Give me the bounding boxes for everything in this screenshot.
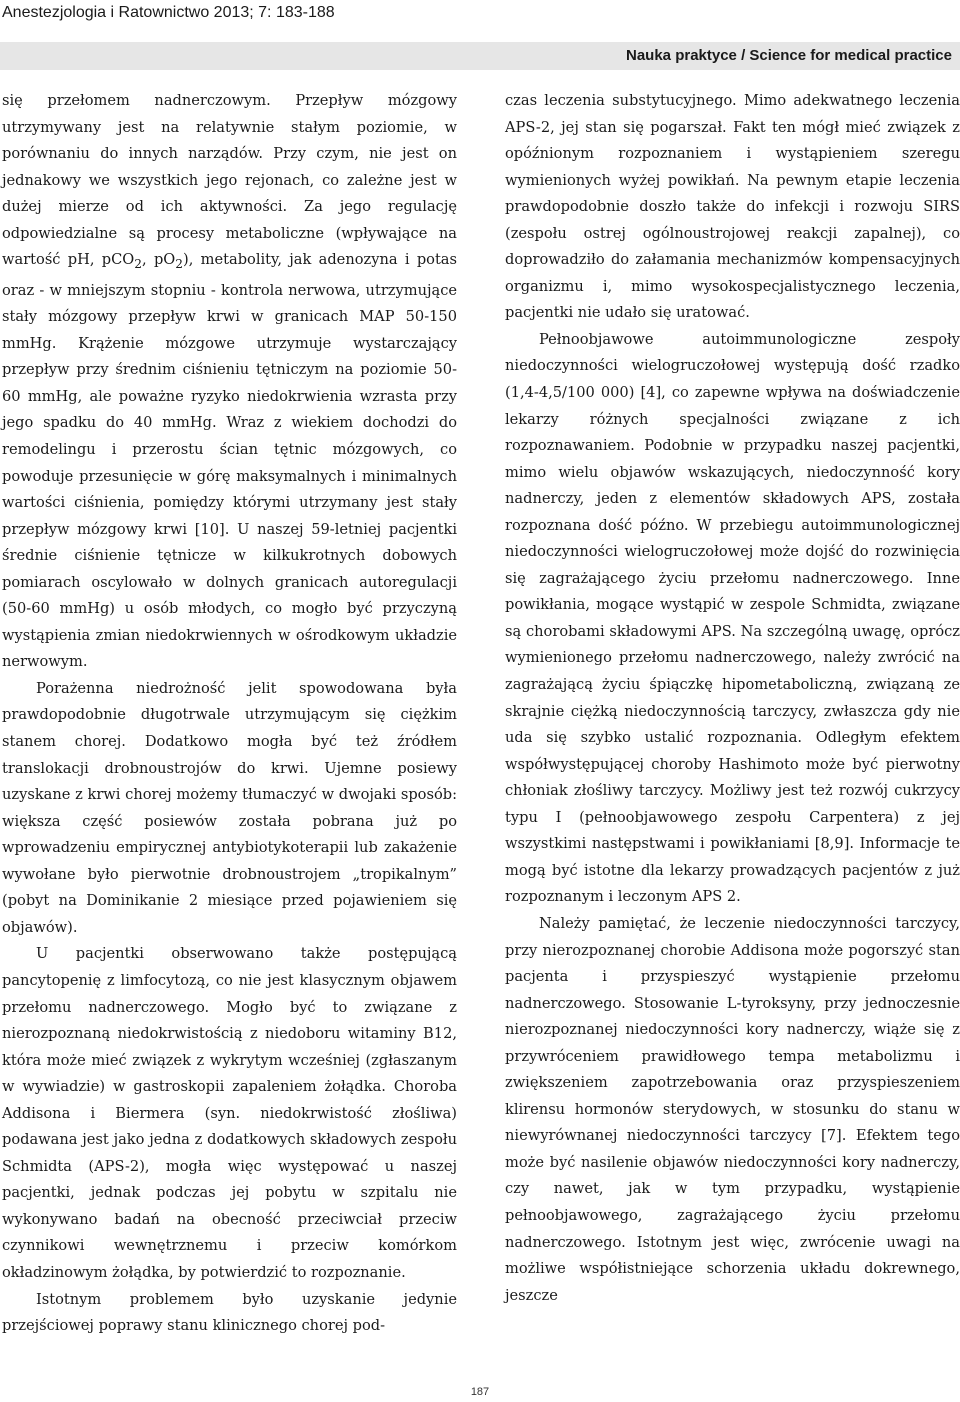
page-number: 187 — [470, 1386, 490, 1398]
paragraph: U pacjentki obserwowano także postępującą pancytopenię z limfocytozą, co nie jest klasycznym objawem przełomu nadnerczowego. Mogło być to związane z nierozpoznaną niedokrwistością z niedoboru witaminy B12, która może mieć związek z wykrytym wcześniej (zgłaszanym w wywiadzie) w gastroskopii zapaleniem żołądka. Choroba Addisona i Biermera (syn. niedokrwistość złośliwa) podawana jest jako jedna z dodatkowych składowych zespołu Schmidta (APS-2), mogła więc występować u naszej pacjentki, jednak podczas jej pobytu w szpitalu nie wykonywano badań na obecność przeciwciał przeciw czynnikowi wewnętrznemu i przeciw komórkom okładzinowym żołądka, by potwierdzić to rozpoznanie. — [2, 945, 457, 1281]
subscript: 2 — [134, 257, 143, 272]
right-column — [505, 88, 960, 1309]
section-label: Nauka praktyce / Science for medical practice — [626, 47, 952, 64]
paragraph: Porażenna niedrożność jelit spowodowana była prawdopodobnie długotrwale utrzymującym się ciężkim stanem chorej. Dodatkowo mogła być też źródłem translokacji drobnoustrojów do krwi. Ujemne posiewy uzyskane z krwi chorej możemy tłumaczyć w dwojaki sposób: większa część posiewów została pobrana już po wprowadzeniu empirycznej antybiotykoterapii lub zakażenie wywołane było pierwotnie drobnoustrojem „tropikalnym” (pobyt na Dominikanie 2 miesiące przed pojawieniem się objawów). — [2, 679, 457, 936]
journal-citation: Anestezjologia i Ratownictwo 2013; 7: 183-188 — [2, 4, 335, 21]
paragraph: się przełomem nadnerczowym. Przepływ mózgowy utrzymywany jest na relatywnie stałym poziomie, w porównaniu do innych narządów. Przy czym, nie jest on jednakowy we wszystkich jego rejonach, co zależne jest w dużej mierze od ich aktywności. Za jego regulację odpowiedzialne są procesy metaboliczne (wpływające na wartość pH, pCO$_2$, $pO_2$), metabolity, jak adenozyna i potas oraz - w mniejszym stopniu - kontrola nerwowa, utrzymujące stały mózgowy przepływ krwi w granicach MAP 50-150 mmHg. Krążenie mózgowe utrzymuje wystarczający przepływ przy średnim ciśnieniu tętniczym na poziomie 50-60 mmHg, ale poważne ryzyko niedokrwienia wzrasta przy jego spadku do 40 mmHg. Wraz z wiekiem dochodzi do remodelingu i przerostu ścian tętnic mózgowych, co powoduje przesunięcie w górę maksymalnych i minimalnych wartości ciśnienia, pomiędzy którymi utrzymany jest stały przepływ mózgowy krwi [10]. U naszej 59-letniej pacjentki średnie ciśnienie tętnicze w kilkukrotnych dobowych pomiarach oscylowało w dolnych granicach autoregulacji (50-60 mmHg) u osób młodych, co mogło być przyczyną wystąpienia zmian niedokrwiennych w ośrodkowym układzie nerwowym. — [2, 92, 458, 671]
paragraph: Pełnoobjawowe autoimmunologiczne zespoły niedoczynności wielogruczołowej występują dość rzadko (1,4-4,5/100 000) [4], co zapewne wpływa na doświadczenie lekarzy różnych specjalności związane z ich rozpoznawaniem. Podobnie w przypadku naszej pacjentki, mimo wielu objawów wskazujących, niedoczynność kory nadnerczy, jeden z elementów składowych APS, została rozpoznana dość późno. W przebiegu autoimmunologicznej niedoczynności wielogruczołowej może dojść do rozwinięcia się zagrażającego życiu przełomu nadnerczowego. Inne powikłania, mogące wystąpić w zespole Schmidta, związane są chorobami składowymi APS. Na szczególną uwagę, oprócz wymienionego przełomu nadnerczowego, należy zwrócić na zagrażającą życiu śpiączkę hipometaboliczną, związaną ze skrajnie ciężką niedoczynnością tarczycy, zwłaszcza gdy nie uda się szybko ustalić rozpoznania. Odległym efektem współwystępującej choroby Hashimoto może być pierwotny chłoniak złośliwy tarczycy. Możliwy jest też rozwój cukrzycy typu I (pełnoobjawowego zespołu Carpentera) z jej wszystkimi następstwami i powikłaniami [8,9]. Informacje te mogą być istotne dla lekarzy prowadzących pacjentów z już rozpoznanym i leczonym APS 2. — [505, 330, 960, 906]
left-column — [2, 88, 457, 1340]
paragraph: czas leczenia substytucyjnego. Mimo adekwatnego leczenia APS-2, jej stan się pogarszał. Fakt ten mógł mieć związek z opóźnionym rozpoznaniem i wystąpieniem szeregu wymienionych wyżej powikłań. Na pewnym etapie leczenia prawdopodobnie doszło także do infekcji i rozwoju SIRS (zespołu ostrej ogólnoustrojowej reakcji zapalnej), co doprowadziło do załamania mechanizmów kompensacyjnych organizmu i, mimo wysokospecjalistycznego leczenia, pacjentki nie udało się uratować. — [505, 92, 960, 322]
paragraph: Należy pamiętać, że leczenie niedoczynności tarczycy, przy nierozpoznanej chorobie Addisona może pogorszyć stan pacjenta i przyspieszyć wystąpienie przełomu nadnerczowego. Stosowanie L-tyroksyny, przy jednoczesnie nierozpoznanej niedoczynności kory nadnerczy, wiąże się z przywróceniem prawidłowego tempa metabolizmu i zwiększeniem zapotrzebowania oraz przyspieszeniem klirensu hormonów sterydowych, w stosunku do stanu w niewyrównanej niedoczynności tarczycy [7]. Efektem tego może być nasilenie objawów niedoczynności kory nadnerczy, czy nawet, jak w tym przypadku, wystąpienie pełnoobjawowego, zagrażającego życiu przełomu nadnerczowego. Istotnym jest więc, zwrócenie uwagi na możliwe współistniejące schorzenia układu dokrewnego, jeszcze — [505, 914, 960, 1304]
subscript: 2 — [175, 257, 184, 272]
section-band — [0, 42, 960, 70]
paragraph: Istotnym problemem było uzyskanie jedynie przejściowej poprawy stanu klinicznego chorej pod- — [2, 1290, 457, 1335]
